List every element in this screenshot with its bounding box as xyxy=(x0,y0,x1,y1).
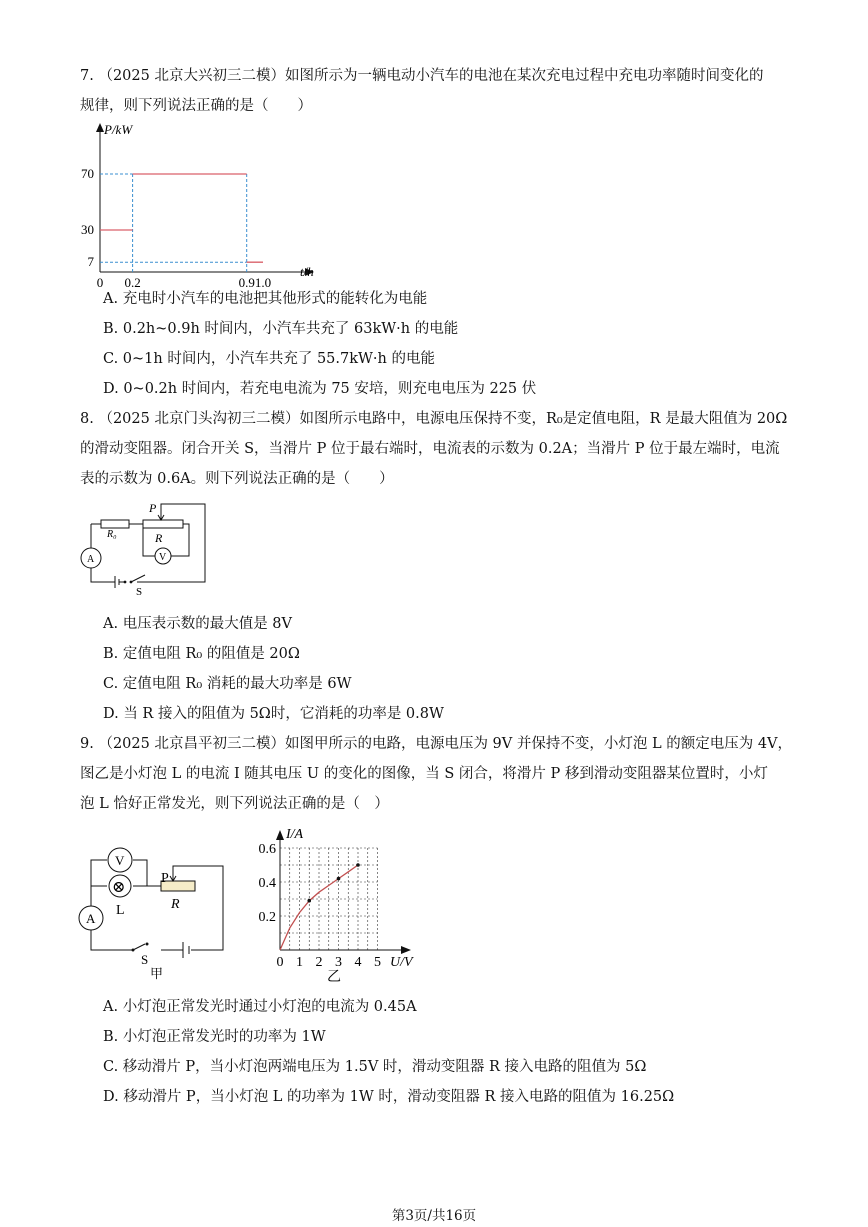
u-tick-5: 5 xyxy=(374,955,381,970)
iu-point xyxy=(307,899,311,903)
caption-jia: 甲 xyxy=(150,966,164,981)
y-tick-labels xyxy=(81,166,95,269)
x-axis-label: t/h xyxy=(300,264,314,279)
q8-option-c: C. 定值电阻 R₀ 消耗的最大功率是 6W xyxy=(103,676,352,692)
q7-option-c: C. 0~1h 时间内，小汽车共充了 55.7kW·h 的电能 xyxy=(103,351,435,367)
i-axis-label: I/A xyxy=(286,827,304,842)
label-r-jia: R xyxy=(171,897,180,912)
label-r: R xyxy=(155,531,163,545)
i-axis-arrow xyxy=(276,830,284,840)
slider-arrow xyxy=(158,514,164,520)
u-tick-1: 1 xyxy=(296,955,303,970)
label-l: L xyxy=(116,903,125,918)
i-tick-0.4: 0.4 xyxy=(258,876,276,891)
q9-stem-line1: 9. （2025 北京昌平初三二模）如图甲所示的电路，电源电压为 9V 并保持不变，小灯泡 L 的额定电压为 4V， xyxy=(80,736,793,752)
q8-option-b: B. 定值电阻 R₀ 的阻值是 20Ω xyxy=(103,646,300,662)
iu-point xyxy=(356,863,360,867)
q7-stem-line1: 7. （2025 北京大兴初三二模）如图所示为一辆电动小汽车的电池在某次充电过程中充电功率随时间变化的 xyxy=(80,68,764,84)
i-tick-labels xyxy=(259,842,277,925)
rheostat-r xyxy=(143,520,183,528)
r0-resistor xyxy=(101,520,129,528)
q8-option-d: D. 当 R 接入的阻值为 5Ω时，它消耗的功率是 0.8W xyxy=(103,706,444,722)
x-tick-1.0: 1.0 xyxy=(254,275,272,290)
q7-option-b: B. 0.2h~0.9h 时间内，小汽车共充了 63kW·h 的电能 xyxy=(103,321,459,337)
q9-option-b: B. 小灯泡正常发光时的功率为 1W xyxy=(103,1029,326,1045)
u-axis-arrow xyxy=(401,946,411,954)
q9-option-c: C. 移动滑片 P，当小灯泡两端电压为 1.5V 时，滑动变阻器 R 接入电路的阻值为 5Ω xyxy=(103,1059,647,1075)
u-tick-3: 3 xyxy=(335,955,342,970)
label-p: P xyxy=(149,501,157,515)
q9-stem-line2: 图乙是小灯泡 L 的电流 I 随其电压 U 的变化的图像，当 S 闭合，将滑片 P 移到滑动变阻器某位置时，小灯 xyxy=(80,766,768,782)
grid-lines xyxy=(280,848,378,950)
x-tick-0: 0 xyxy=(96,275,104,290)
q9-option-d: D. 移动滑片 P，当小灯泡 L 的功率为 1W 时，滑动变阻器 R 接入电路的阻值为 16.25Ω xyxy=(103,1089,675,1105)
x-tick-labels xyxy=(97,275,271,290)
q8-stem-line1: 8. （2025 北京门头沟初三二模）如图所示电路中，电源电压保持不变，R₀是定值电阻，R 是最大阻值为 20Ω xyxy=(80,411,788,427)
label-p-jia: P xyxy=(161,871,169,886)
q9-option-a: A. 小灯泡正常发光时通过小灯泡的电流为 0.45A xyxy=(103,999,417,1015)
q8-stem-line2: 的滑动变阻器。闭合开关 S，当滑片 P 位于最右端时，电流表的示数为 0.2A；当滑片 P 位于最左端时，电流 xyxy=(80,441,780,457)
i-tick-0.2: 0.2 xyxy=(258,910,276,925)
label-s-jia: S xyxy=(141,952,149,967)
page-footer: 第3页/共16页 xyxy=(391,1208,477,1224)
q8-circuit-diagram xyxy=(75,496,215,596)
x-tick-0.9: 0.9 xyxy=(238,275,255,290)
label-a-jia: A xyxy=(86,911,96,926)
u-tick-4: 4 xyxy=(354,955,362,970)
q8-stem-line3: 表的示数为 0.6A。则下列说法正确的是（ ） xyxy=(80,471,394,487)
u-axis-label: U/V xyxy=(390,955,413,970)
iu-point xyxy=(337,877,341,881)
label-s: S xyxy=(136,586,143,598)
label-a: A xyxy=(87,554,95,565)
u-tick-0: 0 xyxy=(276,955,284,970)
lamp-symbol: ⊗ xyxy=(112,879,126,896)
i-tick-0.6: 0.6 xyxy=(258,842,276,857)
y-axis-label: P/kW xyxy=(104,122,133,137)
y-tick-70: 70 xyxy=(81,166,94,181)
q8-option-a: A. 电压表示数的最大值是 8V xyxy=(103,616,292,632)
y-axis-arrow xyxy=(96,123,104,132)
q9-circuit-diagram-jia xyxy=(75,840,235,980)
label-r0: R₀ xyxy=(107,529,117,540)
q9-iu-graph-yi xyxy=(255,824,430,984)
q7-option-a: A. 充电时小汽车的电池把其他形式的能转化为电能 xyxy=(103,291,428,307)
q9-stem-line3: 泡 L 恰好正常发光，则下列说法正确的是（ ） xyxy=(80,796,389,812)
label-v-jia: V xyxy=(115,853,125,868)
power-time-chart xyxy=(72,120,332,290)
label-v: V xyxy=(159,552,167,563)
caption-yi: 乙 xyxy=(327,970,341,985)
q7-option-d: D. 0~0.2h 时间内，若充电电流为 75 安培，则充电电压为 225 伏 xyxy=(103,381,537,397)
y-tick-7: 7 xyxy=(87,254,94,270)
q7-stem-line2: 规律，则下列说法正确的是（ ） xyxy=(80,98,312,114)
slider-arrow-jia xyxy=(170,876,176,881)
u-tick-labels xyxy=(277,955,382,970)
y-tick-30: 30 xyxy=(81,222,94,237)
u-tick-2: 2 xyxy=(315,955,323,970)
power-series xyxy=(100,174,263,262)
x-tick-0.2: 0.2 xyxy=(124,275,141,290)
guide-lines xyxy=(100,174,247,272)
